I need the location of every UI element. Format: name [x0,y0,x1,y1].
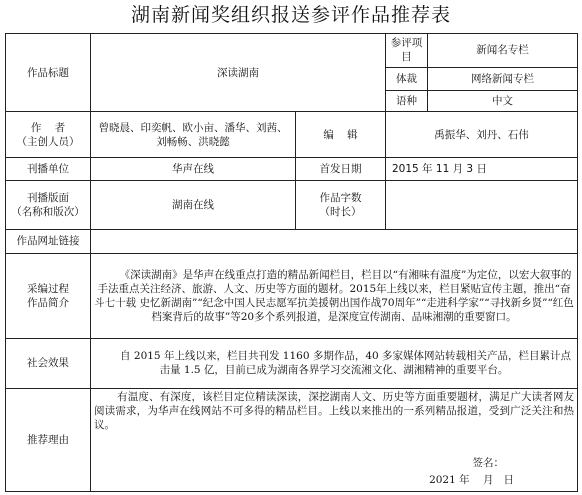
section-value: 湖南在线 [91,180,296,229]
author-label: 作 者 [30,121,66,134]
process-text: 《深读湖南》是华声在线重点打造的精品新闻栏目，栏目以“有湘味有温度”为定位，以宏大叙事的手法重点关注经济、旅游、人文、历史等方面的题材。2015年上线以来，栏目紧贴宣传主题，推出“奋斗七十载 史忆新湖南”“纪念中国人民志愿军抗美援朝出国作战70周年”“走进科学家”“寻找新乡贤”“红色档案背后的故事”等20多个系列报道，是深度宣传湖南、品味湘潮的重要窗口。 [94,268,574,323]
form-title: 湖南新闻奖组织报送参评作品推荐表 [130,4,451,26]
author-sub-label: （主创人员） [16,135,80,148]
editor-value: 禹振华、刘丹、石伟 [386,112,578,158]
author-value: 曾晓晨、印奕帆、欧小亩、潘华、刘茜、刘畅畅、洪晓懿 [91,112,296,158]
date-line: 2021 年 月 日 [429,474,514,486]
editor-label: 编 辑 [296,112,386,158]
process-text-cell [91,253,578,338]
first-date-value: 2015 年 11 月 3 日 [386,158,578,181]
genre-value: 网络新闻专栏 [428,67,578,90]
effect-label: 社会效果 [6,338,91,388]
reason-cell [91,388,578,491]
genre-label: 体裁 [386,67,428,90]
work-title-value: 深读湖南 [91,34,386,112]
process-label-2: 作品简介 [27,296,69,309]
reason-text: 有温度、有深度，该栏目定位精读深读，深挖湖南人文、历史等方面重要题材，满足广大读者网友阅读需求，为华声在线网站不可多得的精品栏目。上线以来推出的一系列精品报道，受到广泛关注和热议。 [94,390,574,431]
work-title-label: 作品标题 [6,34,91,112]
process-label-cell [6,253,91,338]
wordcount-value [386,180,578,229]
link-label: 作品网址链接 [6,229,91,253]
recommendation-form-table [5,33,578,492]
process-label-1: 采编过程 [27,282,69,295]
signature-label: 签名： [472,457,504,469]
effect-text-cell [91,338,578,388]
wordcount-label-cell [296,180,386,229]
category-value: 新闻名专栏 [428,34,578,68]
wordcount-label: 作品字数 [319,191,362,204]
category-label: 参评项目 [386,34,428,68]
section-label-cell [6,180,91,229]
publisher-value: 华声在线 [91,158,296,181]
first-date-label: 首发日期 [296,158,386,181]
author-label-cell [6,112,91,158]
reason-label: 推荐理由 [6,388,91,491]
wordcount-sub-label: （时长） [319,205,362,218]
language-value: 中文 [428,90,578,112]
publisher-label: 刊播单位 [6,158,91,181]
language-label: 语种 [386,90,428,112]
link-value [91,229,578,253]
section-sub-label: （名称和版次） [11,205,85,218]
effect-text: 自 2015 年上线以来，栏目共刊发 1160 多期作品，40 多家媒体网站转载相关产品，栏目累计点击量 1.5 亿，目前已成为湖南各界学习交流湘文化、湖湘精神的重要平台。 [120,350,572,377]
section-label: 刊播版面 [27,191,69,204]
